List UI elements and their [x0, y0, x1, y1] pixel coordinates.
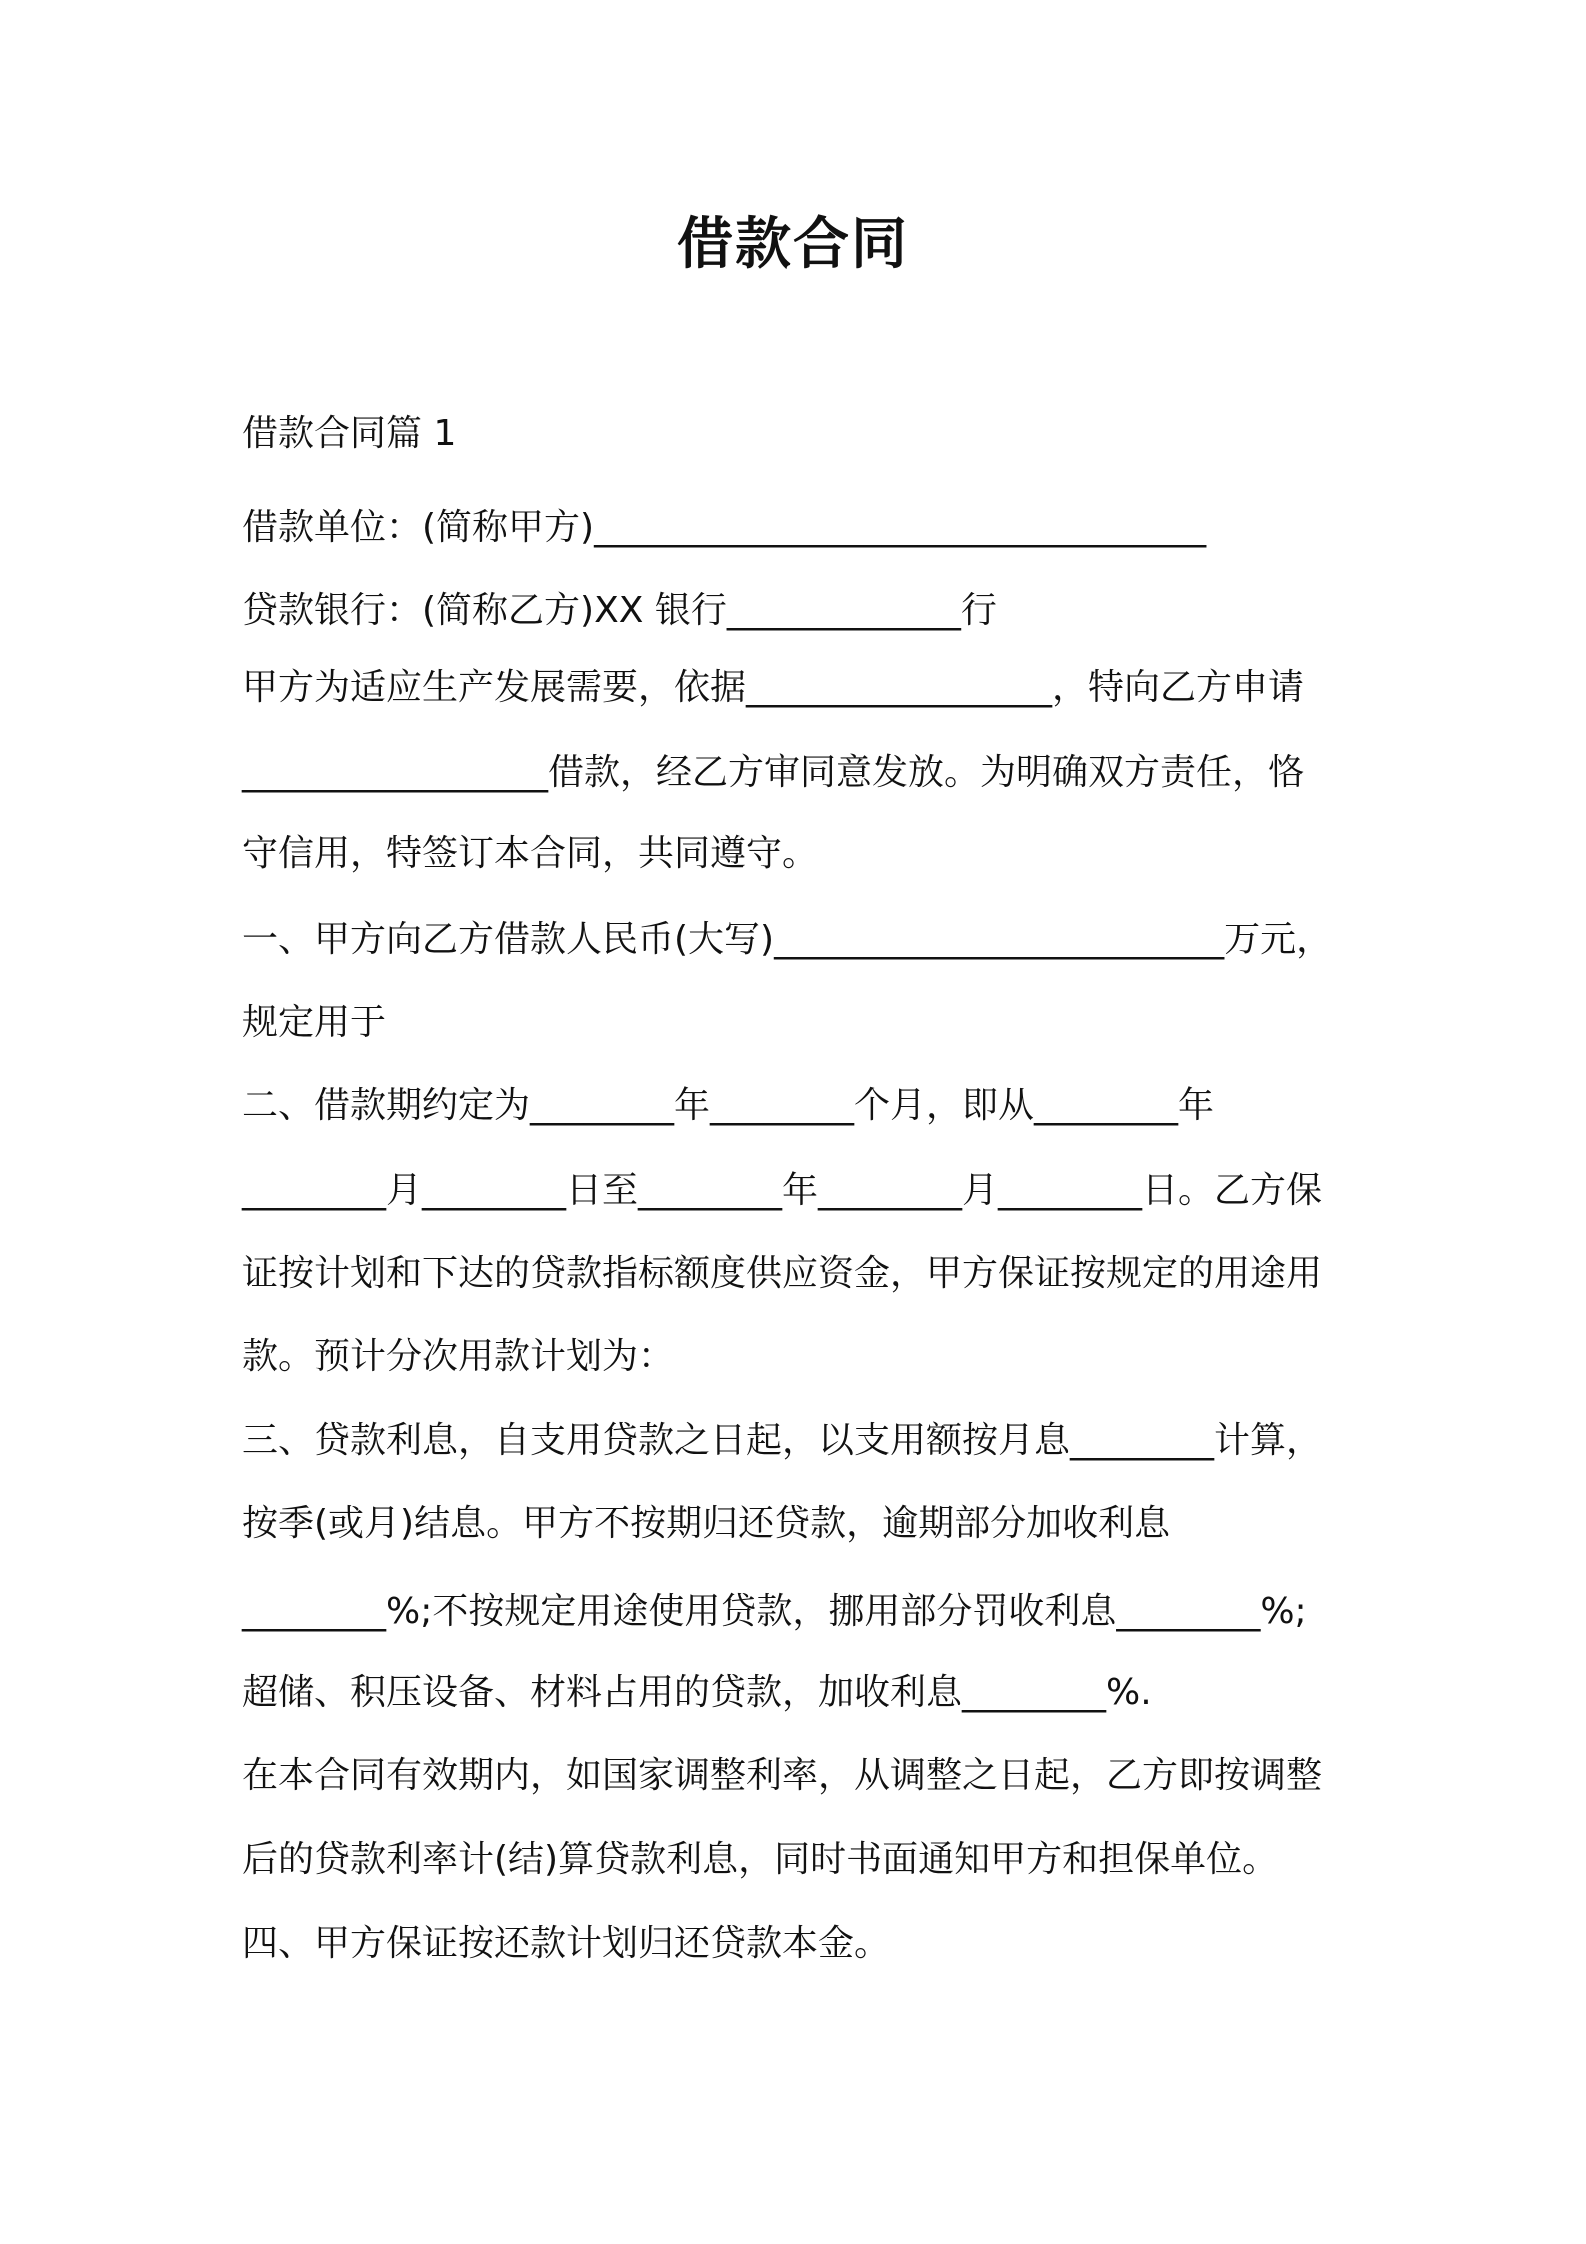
clause-1-line: 规定用于	[242, 1002, 387, 1043]
clause-4-line: 四、甲方保证按还款计划归还贷款本金。	[242, 1923, 891, 1964]
paragraph-line: 甲方为适应生产发展需要，依据_________________，特向乙方申请	[242, 667, 1305, 708]
clause-1-line: 一、甲方向乙方借款人民币(大写)_________________________万元，	[242, 919, 1333, 960]
clause-3-line: 后的贷款利率计(结)算贷款利息，同时书面通知甲方和担保单位。	[242, 1839, 1279, 1880]
clause-3-line: ________%;不按规定用途使用贷款，挪用部分罚收利息________%;	[242, 1591, 1307, 1632]
section-heading: 借款合同篇 1	[242, 413, 457, 454]
clause-3-line: 按季(或月)结息。甲方不按期归还贷款，逾期部分加收利息	[242, 1503, 1171, 1544]
clause-2-line: 款。预计分次用款计划为：	[242, 1336, 675, 1377]
clause-2-line: ________月________日至________年________月________日。乙方保	[242, 1170, 1323, 1211]
document-title: 借款合同	[677, 212, 909, 277]
lender-bank-line: 贷款银行：(简称乙方)XX 银行_____________行	[242, 590, 997, 631]
clause-3-line: 三、贷款利息，自支用贷款之日起，以支用额按月息________计算，	[242, 1420, 1323, 1461]
clause-2-line: 二、借款期约定为________年________个月，即从________年	[242, 1085, 1215, 1126]
clause-3-line: 在本合同有效期内，如国家调整利率，从调整之日起，乙方即按调整	[242, 1755, 1323, 1796]
paragraph-line: _________________借款，经乙方审同意发放。为明确双方责任，恪	[242, 752, 1305, 793]
clause-2-line: 证按计划和下达的贷款指标额度供应资金，甲方保证按规定的用途用	[242, 1253, 1323, 1294]
paragraph-line: 守信用，特签订本合同，共同遵守。	[242, 833, 819, 874]
clause-3-line: 超储、积压设备、材料占用的贷款，加收利息________%.	[242, 1672, 1152, 1713]
borrower-line: 借款单位：(简称甲方)__________________________________	[242, 507, 1207, 548]
